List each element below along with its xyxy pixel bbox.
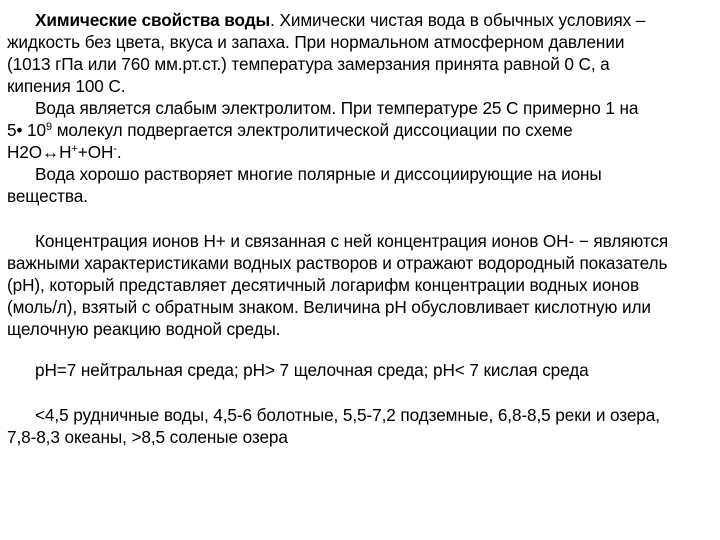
paragraph-ph-values: [7, 404, 717, 448]
text-line: важными характеристиками водных растворов и отражают водородный показатель: [7, 253, 668, 273]
dissociation-equation: [7, 141, 717, 163]
text-fragment: 5• 10: [7, 120, 46, 140]
text-line: Вода является слабым электролитом. При температуре 25 С примерно 1 на: [35, 98, 639, 118]
text-line: вещества.: [7, 186, 88, 206]
text-line: Концентрация ионов H+ и связанная с ней концентрация ионов OH- − являются: [35, 231, 669, 251]
text-line: pH=7 нейтральная среда; pH> 7 щелочная среда; pH< 7 кислая среда: [35, 360, 589, 380]
text-line: [7, 9, 717, 31]
text-fragment: H2O↔H: [7, 142, 72, 162]
charge-superscript: -: [113, 143, 117, 155]
text-line: (моль/л), взятый с обратным знаком. Величина pH обусловливает кислотную или: [7, 297, 651, 317]
text-line: (pH), который представляет десятичный логарифм концентрации водных ионов: [7, 275, 640, 295]
charge-superscript: +: [71, 143, 78, 155]
text-line: Вода хорошо растворяет многие полярные и диссоциирующие на ионы: [35, 164, 602, 184]
paragraph-ph-definition: [7, 230, 717, 340]
text-line: 7,8-8,3 океаны, >8,5 соленые озера: [7, 427, 288, 447]
section-title: Химические свойства воды: [35, 10, 271, 30]
text-fragment: . Химически чистая вода в обычных условиях –: [270, 10, 646, 30]
paragraph-electrolyte: [7, 97, 717, 163]
text-line: щелочную реакцию водной среды.: [7, 319, 281, 339]
paragraph-chemical-properties: [7, 9, 717, 97]
text-line: кипения 100 С.: [7, 76, 126, 96]
text-fragment: +OH: [77, 142, 114, 162]
text-fragment: .: [116, 142, 122, 162]
paragraph-solvent: [7, 163, 717, 207]
text-fragment: молекул подвергается электролитической диссоциации по схеме: [52, 120, 573, 140]
text-line: (1013 гПа или 760 мм.рт.ст.) температура замерзания принята равной 0 С, а: [7, 54, 610, 74]
paragraph-ph-scale: [7, 359, 717, 381]
text-line: <4,5 рудничные воды, 4,5-6 болотные, 5,5-7,2 подземные, 6,8-8,5 реки и озера,: [35, 405, 660, 425]
text-line: [7, 119, 717, 141]
exponent: 9: [45, 121, 53, 133]
text-line: жидкость без цвета, вкуса и запаха. При нормальном атмосферном давлении: [7, 32, 625, 52]
